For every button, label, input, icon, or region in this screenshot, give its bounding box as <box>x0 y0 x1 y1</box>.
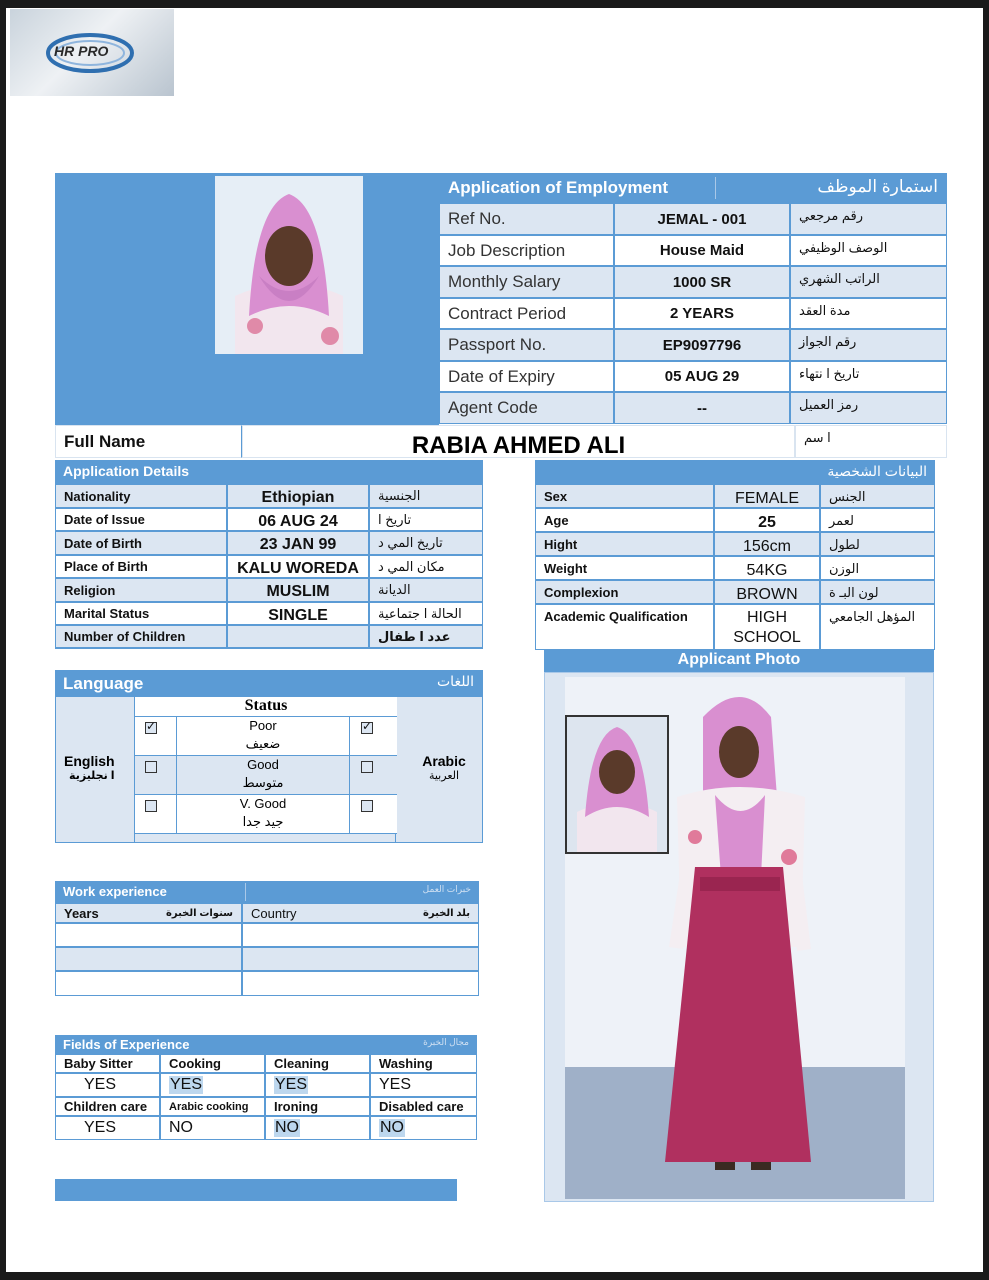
personal-ar: لون البـ ة <box>820 580 935 604</box>
employment-header <box>439 173 947 203</box>
application-detail-ar: الحالة ا جتماعية <box>369 602 483 625</box>
field-value <box>160 1073 265 1097</box>
field-label: Cleaning <box>265 1054 370 1073</box>
application-detail-value: 06 AUG 24 <box>227 508 369 531</box>
work-row-3-country <box>242 971 479 996</box>
arabic-level-checkbox[interactable] <box>361 800 373 812</box>
arabic-level-checkbox[interactable] <box>361 722 373 734</box>
work-country-en: Country <box>251 905 297 921</box>
employment-row-value: JEMAL - 001 <box>614 203 790 235</box>
application-details-header <box>55 460 483 484</box>
english-level-checkbox[interactable] <box>145 761 157 773</box>
employment-row-label: Agent Code <box>439 392 614 424</box>
application-detail-label: Place of Birth <box>55 555 227 578</box>
language-title-ar: اللغات <box>437 673 474 689</box>
language-level-row <box>135 756 397 795</box>
field-value-text: NO <box>275 1119 299 1136</box>
work-years-ar: سنوات الخبرة <box>165 907 233 919</box>
work-row-3-years <box>55 971 242 996</box>
application-detail-value: Ethiopian <box>227 484 369 508</box>
work-years-label <box>55 903 242 923</box>
language-status-grid <box>134 697 396 842</box>
work-country-ar: بلد الخبرة <box>423 907 470 919</box>
personal-label: Weight <box>535 556 714 580</box>
portrait-panel <box>55 173 439 425</box>
personal-value: 54KG <box>714 556 820 580</box>
personal-value: 156cm <box>714 532 820 556</box>
employment-row-label: Passport No. <box>439 329 614 361</box>
field-value <box>160 1116 265 1140</box>
work-years-en: Years <box>64 905 99 921</box>
personal-label: Hight <box>535 532 714 556</box>
application-detail-value <box>227 625 369 649</box>
company-logo <box>10 9 174 96</box>
personal-value: FEMALE <box>714 484 820 508</box>
employment-title-ar: استمارة الموظف <box>817 177 938 196</box>
field-value <box>55 1116 160 1140</box>
employment-row-value: 2 YEARS <box>614 298 790 329</box>
language-header <box>55 670 483 696</box>
personal-label: Complexion <box>535 580 714 604</box>
field-value-text: YES <box>275 1076 308 1093</box>
work-row-2-country <box>242 947 479 971</box>
personal-label: Academic Qualification <box>535 604 714 650</box>
application-detail-ar: الديانة <box>369 578 483 602</box>
full-name-label: Full Name <box>55 425 242 458</box>
full-name-value: RABIA AHMED ALI <box>242 425 795 458</box>
field-value-text: YES <box>170 1076 203 1093</box>
page <box>6 8 983 1272</box>
employment-row-value: House Maid <box>614 235 790 266</box>
field-value-text: NO <box>169 1119 193 1136</box>
language-level-en: Poor <box>249 718 277 733</box>
employment-row-label: Date of Expiry <box>439 361 614 392</box>
fields-title-ar: مجال الخبرة <box>423 1037 469 1047</box>
language-level-ar: متوسط <box>242 775 284 790</box>
work-country-label <box>242 903 479 923</box>
employment-row-label: Ref No. <box>439 203 614 235</box>
personal-value: 25 <box>714 508 820 532</box>
application-detail-label: Nationality <box>55 484 227 508</box>
employment-row-label: Contract Period <box>439 298 614 329</box>
language-level-ar: ضعيف <box>245 736 281 751</box>
employment-row-ar: تاريخ ا نتهاء <box>790 361 947 392</box>
employment-row-label: Monthly Salary <box>439 266 614 298</box>
field-label: Children care <box>55 1097 160 1116</box>
field-value <box>370 1116 477 1140</box>
applicant-full-photo <box>565 677 905 1199</box>
personal-ar: لطول <box>820 532 935 556</box>
application-details-title: Application Details <box>63 463 190 479</box>
field-value <box>265 1073 370 1097</box>
application-detail-label: Date of Birth <box>55 531 227 555</box>
application-detail-ar: تاريخ ا <box>369 508 483 531</box>
employment-row-ar: مدة العقد <box>790 298 947 329</box>
language-level-en: Good <box>247 757 279 772</box>
personal-value: HIGH SCHOOL <box>714 604 820 650</box>
application-detail-label: Religion <box>55 578 227 602</box>
employment-row-label: Job Description <box>439 235 614 266</box>
english-level-checkbox[interactable] <box>145 722 157 734</box>
application-detail-ar: تاريخ المي د <box>369 531 483 555</box>
field-label: Cooking <box>160 1054 265 1073</box>
work-header <box>55 881 479 903</box>
work-header-divider <box>245 883 246 901</box>
field-value-text: YES <box>84 1119 117 1136</box>
arabic-label <box>414 753 474 782</box>
header-divider <box>715 177 716 199</box>
language-level-row <box>135 795 397 834</box>
application-detail-value: 23 JAN 99 <box>227 531 369 555</box>
employment-row-value: 05 AUG 29 <box>614 361 790 392</box>
footer-bar <box>55 1179 457 1201</box>
field-label: Arabic cooking <box>160 1097 265 1116</box>
applicant-photo-header <box>544 649 934 672</box>
personal-ar: لعمر <box>820 508 935 532</box>
arabic-level-checkbox[interactable] <box>361 761 373 773</box>
arabic-label-en: Arabic <box>422 753 466 769</box>
applicant-photo-title: Applicant Photo <box>677 651 801 668</box>
application-detail-ar: مكان المي د <box>369 555 483 578</box>
application-detail-ar: عدد ا طفال <box>369 625 483 649</box>
application-detail-value: SINGLE <box>227 602 369 625</box>
work-row-2-years <box>55 947 242 971</box>
personal-header <box>535 460 935 484</box>
work-row-1-country <box>242 923 479 947</box>
employment-row-ar: رقم الجواز <box>790 329 947 361</box>
employment-row-ar: الراتب الشهري <box>790 266 947 298</box>
field-label: Baby Sitter <box>55 1054 160 1073</box>
employment-row-value: -- <box>614 392 790 424</box>
full-name-ar: ا سم <box>795 425 947 458</box>
employment-row-value: EP9097796 <box>614 329 790 361</box>
field-label: Washing <box>370 1054 477 1073</box>
arabic-label-ar: العربية <box>428 770 460 782</box>
employment-row-ar: رمز العميل <box>790 392 947 424</box>
field-value <box>265 1116 370 1140</box>
personal-label: Age <box>535 508 714 532</box>
language-title-en: Language <box>63 674 144 693</box>
fields-title-en: Fields of Experience <box>63 1037 190 1052</box>
field-value-text: NO <box>380 1119 404 1136</box>
application-detail-value: KALU WOREDA <box>227 555 369 578</box>
language-table <box>55 696 483 843</box>
application-detail-label: Marital Status <box>55 602 227 625</box>
personal-ar: الوزن <box>820 556 935 580</box>
application-detail-value: MUSLIM <box>227 578 369 602</box>
personal-ar: المؤهل الجامعي <box>820 604 935 650</box>
employment-row-value: 1000 SR <box>614 266 790 298</box>
field-value <box>370 1073 477 1097</box>
fields-header <box>55 1035 477 1054</box>
field-value-text: YES <box>84 1076 117 1093</box>
application-detail-label: Number of Children <box>55 625 227 649</box>
work-row-1-years <box>55 923 242 947</box>
logo-text: HR PRO <box>54 43 109 59</box>
employment-row-ar: رقم مرجعي <box>790 203 947 235</box>
language-level-row <box>135 717 397 756</box>
field-label: Ironing <box>265 1097 370 1116</box>
personal-title: البيانات الشخصية <box>827 463 927 479</box>
work-title-ar: خبرات العمل <box>422 884 471 894</box>
field-value-text: YES <box>379 1076 412 1093</box>
field-value <box>55 1073 160 1097</box>
language-level-ar: جيد جدا <box>242 814 284 829</box>
personal-label: Sex <box>535 484 714 508</box>
field-label: Disabled care <box>370 1097 477 1116</box>
employment-row-ar: الوصف الوظيفي <box>790 235 947 266</box>
english-label-en: English <box>64 753 115 769</box>
personal-ar: الجنس <box>820 484 935 508</box>
english-label-ar: ا نجليزية <box>69 770 115 782</box>
applicant-photo-frame <box>544 672 934 1202</box>
english-level-checkbox[interactable] <box>145 800 157 812</box>
portrait-photo <box>215 176 363 354</box>
language-level-en: V. Good <box>239 796 287 811</box>
application-detail-label: Date of Issue <box>55 508 227 531</box>
status-label: Status <box>135 697 397 717</box>
work-title-en: Work experience <box>63 884 167 899</box>
personal-value: BROWN <box>714 580 820 604</box>
employment-title-en: Application of Employment <box>448 178 669 197</box>
english-label <box>64 753 115 782</box>
application-detail-ar: الجنسية <box>369 484 483 508</box>
